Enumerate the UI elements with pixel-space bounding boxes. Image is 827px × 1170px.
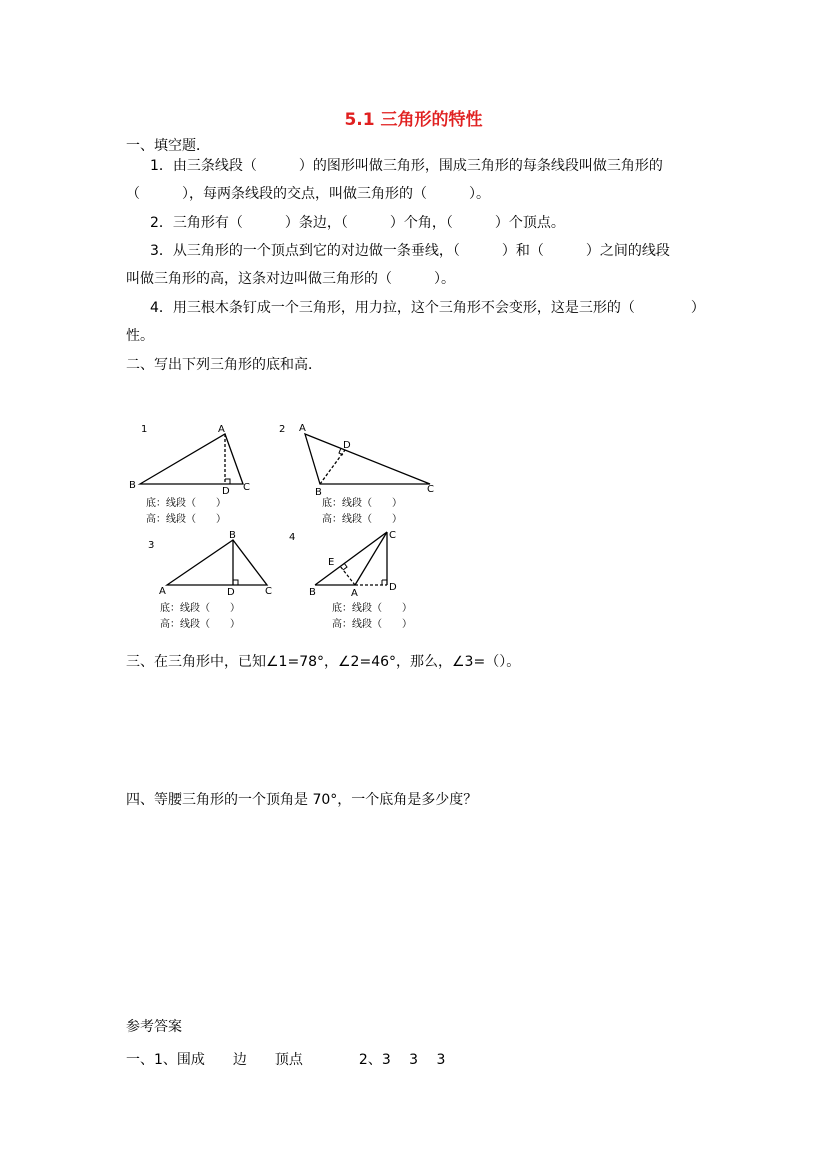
svg-text:C: C	[243, 482, 250, 493]
triangle-figure-3	[140, 528, 280, 600]
figure-2-number: 2	[279, 424, 286, 435]
question-1-line-2: （ ），每两条线段的交点，叫做三角形的（ ）。	[126, 186, 490, 202]
svg-text:A: A	[299, 423, 306, 434]
svg-text:B: B	[309, 587, 316, 598]
answers-line-1: 一、1、围成 边 顶点 2、3 3 3	[126, 1052, 446, 1068]
svg-text:D: D	[389, 582, 397, 593]
figure-4-number: 4	[289, 532, 296, 543]
triangle-figure-1	[125, 418, 265, 498]
figure-3-number: 3	[148, 540, 155, 551]
svg-text:D: D	[227, 587, 235, 598]
triangle-figure-2	[275, 418, 445, 498]
question-1-line-1: 1．由三条线段（ ）的图形叫做三角形，围成三角形的每条线段叫做三角形的	[150, 158, 663, 174]
figure-3-base-label: 底：线段（ ）	[160, 603, 240, 614]
svg-text:C: C	[265, 586, 272, 597]
svg-text:C: C	[389, 530, 396, 541]
svg-text:B: B	[129, 480, 136, 491]
section-4-question: 四、等腰三角形的一个顶角是 70°，一个底角是多少度？	[126, 792, 478, 808]
figure-1-number: 1	[141, 424, 148, 435]
section-3-question: 三、在三角形中，已知∠1=78°，∠2=46°，那么，∠3=（）。	[126, 654, 521, 670]
svg-text:A: A	[159, 586, 166, 597]
svg-text:B: B	[315, 487, 322, 498]
figure-4-height-label: 高：线段（ ）	[332, 619, 412, 630]
figure-1-height-label: 高：线段（ ）	[146, 514, 226, 525]
page-title: 5.1 三角形的特性	[344, 110, 483, 130]
figure-2-base-label: 底：线段（ ）	[322, 498, 402, 509]
triangle-figure-4	[285, 528, 415, 600]
svg-text:B: B	[229, 530, 236, 541]
svg-text:D: D	[343, 440, 351, 451]
svg-text:D: D	[222, 486, 230, 497]
section-2-heading: 二、写出下列三角形的底和高．	[126, 357, 322, 373]
figure-3-height-label: 高：线段（ ）	[160, 619, 240, 630]
question-4-line-2: 性。	[126, 328, 154, 344]
figure-4-base-label: 底：线段（ ）	[332, 603, 412, 614]
figure-1-base-label: 底：线段（ ）	[146, 498, 226, 509]
answers-heading: 参考答案	[126, 1019, 182, 1035]
svg-text:A: A	[351, 588, 358, 599]
svg-text:E: E	[328, 557, 335, 568]
question-3-line-2: 叫做三角形的高，这条对边叫做三角形的（ ）。	[126, 271, 455, 287]
question-3-line-1: 3．从三角形的一个顶点到它的对边做一条垂线，（ ）和（ ）之间的线段	[150, 243, 670, 259]
figure-2-height-label: 高：线段（ ）	[322, 514, 402, 525]
section-1-heading: 一、填空题．	[126, 138, 210, 154]
question-4-line-1: 4．用三根木条钉成一个三角形，用力拉，这个三角形不会变形，这是三形的（ ）	[150, 300, 705, 316]
question-2: 2．三角形有（ ）条边，（ ）个角，（ ）个顶点。	[150, 215, 565, 231]
svg-text:C: C	[427, 484, 434, 495]
svg-text:A: A	[218, 424, 225, 435]
